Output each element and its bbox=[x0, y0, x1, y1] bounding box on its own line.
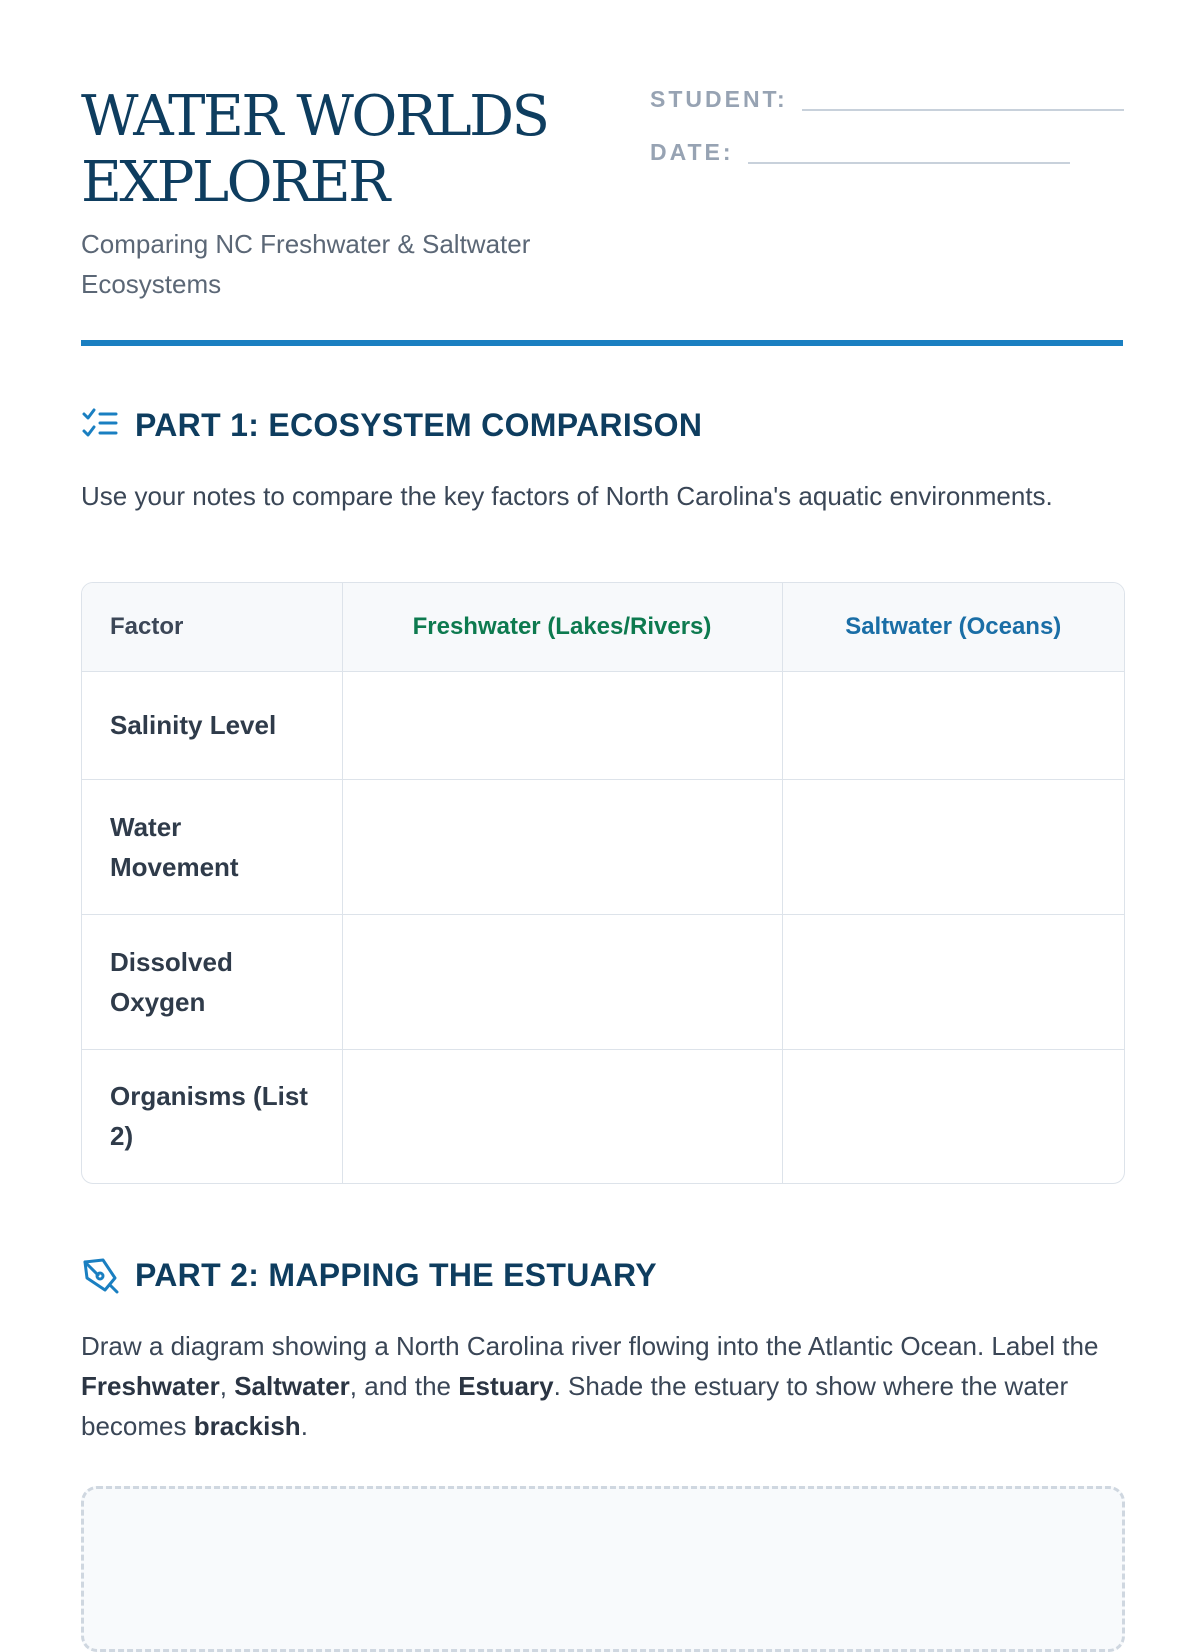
term-saltwater: Saltwater bbox=[234, 1371, 350, 1401]
instruction-text: , bbox=[219, 1371, 235, 1401]
date-row bbox=[650, 139, 1070, 166]
part1-instructions: Use your notes to compare the key factors of North Carolina's aquatic environments. bbox=[81, 481, 1053, 511]
factor-cell: Salinity Level bbox=[82, 671, 342, 779]
date-line[interactable] bbox=[748, 162, 1070, 164]
freshwater-answer-cell[interactable] bbox=[342, 779, 782, 914]
student-name-row bbox=[650, 86, 1124, 113]
student-name-line[interactable] bbox=[802, 109, 1124, 111]
table-header-row bbox=[82, 583, 1124, 671]
freshwater-answer-cell[interactable] bbox=[342, 1049, 782, 1183]
instruction-text: , and the bbox=[349, 1371, 459, 1401]
table-row bbox=[82, 914, 1124, 1049]
table-row bbox=[82, 779, 1124, 914]
factor-cell: Dissolved Oxygen bbox=[82, 914, 342, 1049]
title-line-2: EXPLORER bbox=[81, 150, 388, 215]
factor-cell: Water Movement bbox=[82, 779, 342, 914]
worksheet-title bbox=[81, 84, 601, 216]
column-header-factor: Factor bbox=[82, 583, 342, 671]
freshwater-answer-cell[interactable] bbox=[342, 914, 782, 1049]
title-line-1: WATER WORLDS bbox=[81, 84, 548, 149]
table-row bbox=[82, 671, 1124, 779]
saltwater-answer-cell[interactable] bbox=[782, 779, 1124, 914]
student-label: STUDENT: bbox=[650, 86, 788, 112]
checklist-icon bbox=[81, 406, 119, 444]
column-header-saltwater: Saltwater (Oceans) bbox=[782, 583, 1124, 671]
column-header-freshwater: Freshwater (Lakes/Rivers) bbox=[342, 583, 782, 671]
term-brackish: brackish bbox=[193, 1411, 301, 1441]
part2-heading bbox=[81, 1256, 657, 1294]
term-estuary: Estuary bbox=[458, 1371, 554, 1401]
date-label: DATE: bbox=[650, 139, 734, 165]
instruction-text: . Shade the estuary to show where the water becomes bbox=[81, 1371, 1069, 1441]
instruction-text: Draw a diagram showing a North Carolina river flowing into the Atlantic Ocean. Label the bbox=[81, 1331, 1099, 1361]
freshwater-answer-cell[interactable] bbox=[342, 671, 782, 779]
part2-title: PART 2: MAPPING THE ESTUARY bbox=[135, 1256, 657, 1293]
saltwater-answer-cell[interactable] bbox=[782, 1049, 1124, 1183]
saltwater-answer-cell[interactable] bbox=[782, 914, 1124, 1049]
table-row bbox=[82, 1049, 1124, 1183]
instruction-text: . bbox=[300, 1411, 308, 1441]
saltwater-answer-cell[interactable] bbox=[782, 671, 1124, 779]
part1-heading bbox=[81, 406, 702, 444]
factor-cell: Organisms (List 2) bbox=[82, 1049, 342, 1183]
worksheet-subtitle: Comparing NC Freshwater & Saltwater Ecosystems bbox=[81, 229, 531, 299]
comparison-table bbox=[81, 582, 1125, 1184]
pen-nib-icon bbox=[81, 1256, 119, 1294]
estuary-drawing-area[interactable] bbox=[81, 1486, 1125, 1652]
term-freshwater: Freshwater bbox=[81, 1371, 220, 1401]
part1-title: PART 1: ECOSYSTEM COMPARISON bbox=[135, 406, 703, 443]
header-divider bbox=[81, 340, 1123, 346]
part2-instructions bbox=[81, 1326, 1126, 1446]
